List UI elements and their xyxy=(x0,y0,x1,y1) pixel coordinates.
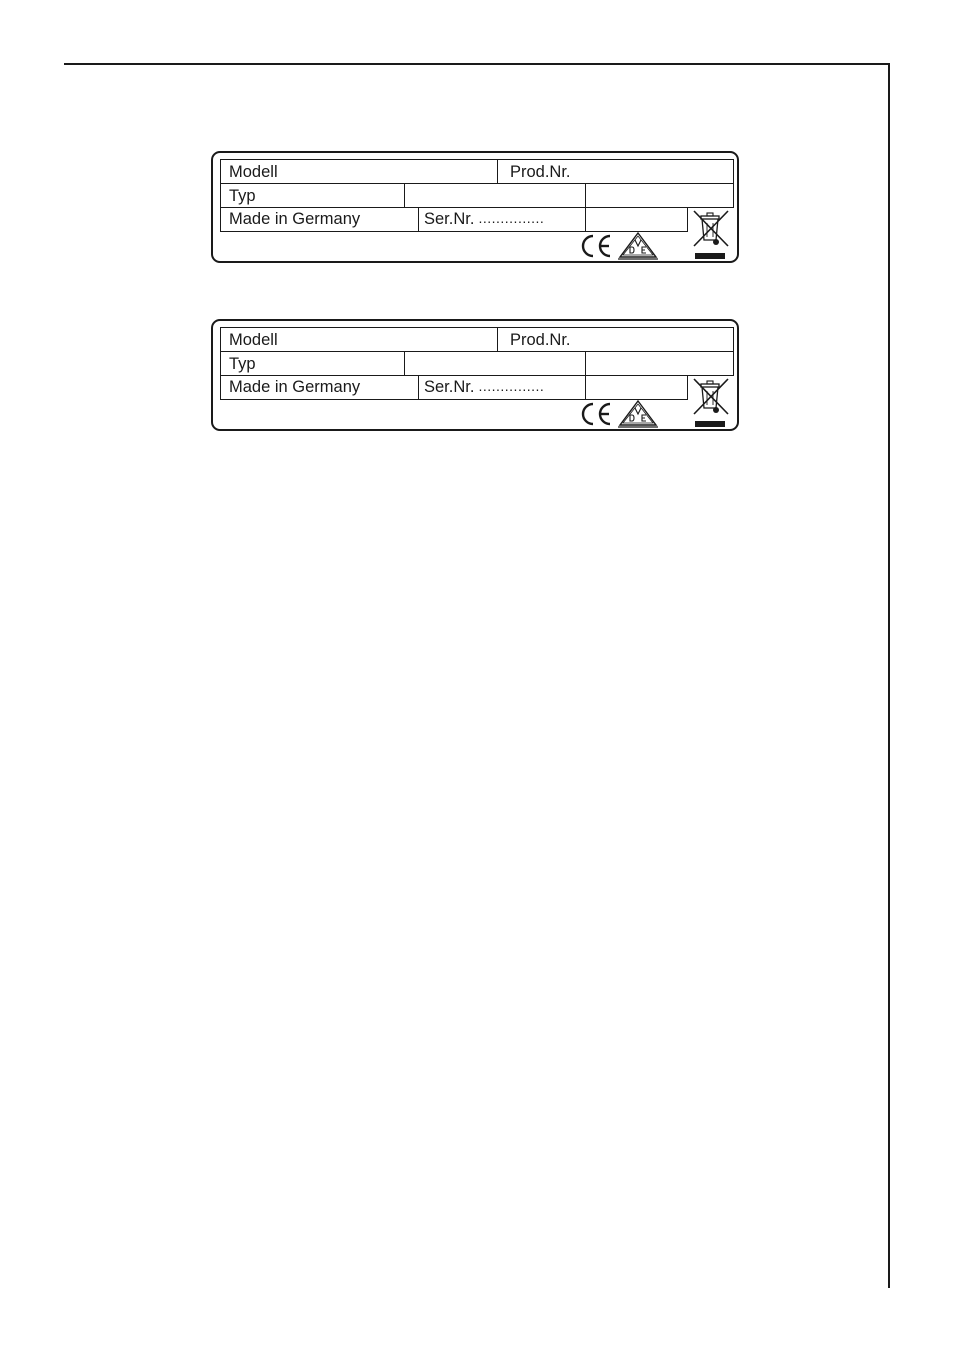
modell-label: Modell xyxy=(229,163,278,181)
margin-rule xyxy=(888,63,890,1288)
typ-label: Typ xyxy=(229,355,256,373)
prod-nr-label: Prod.Nr. xyxy=(510,331,571,349)
prod-nr-cell xyxy=(497,159,734,184)
typ-value-cell xyxy=(404,351,586,376)
typ-extra-cell xyxy=(585,183,734,208)
vde-mark-icon xyxy=(617,231,659,261)
typ-extra-cell xyxy=(585,351,734,376)
prod-nr-label: Prod.Nr. xyxy=(510,163,571,181)
typ-cell xyxy=(220,183,405,208)
made-in-label: Made in Germany xyxy=(229,378,361,396)
made-in-cell xyxy=(220,207,419,232)
prod-nr-cell xyxy=(497,327,734,352)
header-rule xyxy=(64,63,890,65)
blank-cell xyxy=(585,375,688,400)
crossed-bin-icon xyxy=(691,376,731,429)
blank-cell xyxy=(585,207,688,232)
ser-nr-label: Ser.Nr. xyxy=(424,378,475,396)
modell-cell xyxy=(220,159,498,184)
crossed-bin-icon xyxy=(691,208,731,261)
typ-cell xyxy=(220,351,405,376)
made-in-label: Made in Germany xyxy=(229,210,361,228)
ce-mark-icon xyxy=(579,401,613,427)
rating-plate-1 xyxy=(211,151,739,263)
made-in-cell xyxy=(220,375,419,400)
ser-nr-label: Ser.Nr. xyxy=(424,210,475,228)
vde-mark-icon xyxy=(617,399,659,429)
ser-nr-cell xyxy=(418,375,586,400)
ser-nr-dots: ............... xyxy=(478,378,545,394)
modell-label: Modell xyxy=(229,331,278,349)
typ-label: Typ xyxy=(229,187,256,205)
modell-cell xyxy=(220,327,498,352)
ser-nr-cell xyxy=(418,207,586,232)
rating-plate-2 xyxy=(211,319,739,431)
ser-nr-dots: ............... xyxy=(478,210,545,226)
typ-value-cell xyxy=(404,183,586,208)
ce-mark-icon xyxy=(579,233,613,259)
